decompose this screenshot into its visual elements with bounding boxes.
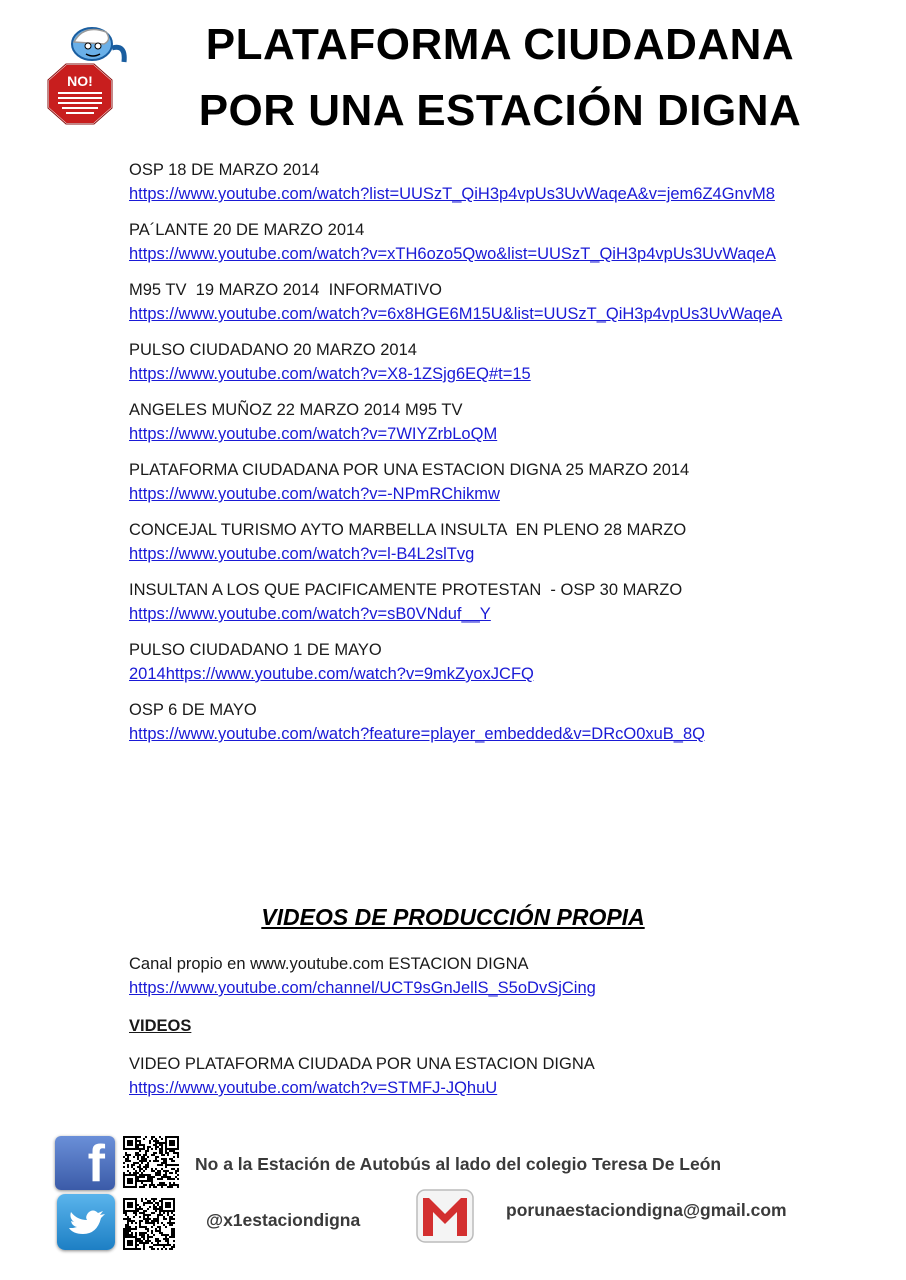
twitter-bird-icon (57, 1194, 115, 1250)
contact-email[interactable]: porunaestaciondigna@gmail.com (506, 1200, 787, 1220)
video-link-list (129, 158, 789, 758)
video-entry (129, 218, 789, 266)
svg-text:NO!: NO! (67, 73, 93, 89)
video-entry-label: PULSO CIUDADANO 20 MARZO 2014 (129, 341, 417, 359)
channel-block (129, 952, 789, 1000)
video-entry-link[interactable]: https://www.youtube.com/watch?feature=player_embedded&v=DRcO0xuB_8Q (129, 725, 705, 743)
video-entry-link[interactable]: https://www.youtube.com/watch?v=6x8HGE6M15U&list=UUSzT_QiH3p4vpUs3UvWaqeA (129, 305, 783, 323)
twitter-icon[interactable] (57, 1194, 115, 1250)
video-block (129, 1052, 789, 1100)
video-entry-link[interactable]: https://www.youtube.com/watch?v=sB0VNduf__Y (129, 605, 491, 623)
twitter-handle[interactable]: @x1estaciondigna (206, 1210, 361, 1230)
video-entry-link[interactable]: https://www.youtube.com/watch?v=l-B4L2slTvg (129, 545, 475, 563)
smurf-stop-sign-logo (44, 22, 136, 126)
video-entry (129, 578, 789, 626)
video-entry-label: INSULTAN A LOS QUE PACIFICAMENTE PROTESTAN - OSP 30 MARZO (129, 581, 683, 599)
video-entry (129, 398, 789, 446)
videos-heading: VIDEOS (129, 1017, 192, 1035)
video-entry-label: PA´LANTE 20 DE MARZO 2014 (129, 221, 365, 239)
video-entry (129, 698, 789, 746)
video-entry (129, 458, 789, 506)
video-entry (129, 158, 789, 206)
page-header (0, 0, 906, 150)
video-entry-label: PLATAFORMA CIUDADANA POR UNA ESTACION DIGNA 25 MARZO 2014 (129, 461, 690, 479)
video-entry-label: PULSO CIUDADANO 1 DE MAYO (129, 641, 382, 659)
video-entry (129, 638, 789, 686)
qr-code-twitter (123, 1198, 175, 1250)
own-production-section (129, 952, 789, 1114)
facebook-icon[interactable]: f (55, 1136, 115, 1190)
page-title-line-1: PLATAFORMA CIUDADANA (205, 20, 795, 69)
channel-link[interactable]: https://www.youtube.com/channel/UCT9sGnJellS_S5oDvSjCing (129, 979, 596, 997)
video-entry-link[interactable]: https://www.youtube.com/watch?v=X8-1ZSjg6EQ#t=15 (129, 365, 531, 383)
video-entry (129, 278, 789, 326)
video-label: VIDEO PLATAFORMA CIUDADA POR UNA ESTACION DIGNA (129, 1055, 595, 1073)
footer-slogan: No a la Estación de Autobús al lado del colegio Teresa De León (195, 1154, 722, 1174)
video-entry-link[interactable]: https://www.youtube.com/watch?v=-NPmRChikmw (129, 485, 500, 503)
videos-heading-block (129, 1014, 789, 1038)
video-entry (129, 518, 789, 566)
video-entry-link[interactable]: https://www.youtube.com/watch?v=7WIYZrbLoQM (129, 425, 498, 443)
qr-code-facebook (123, 1136, 179, 1188)
page-title-line-2: POR UNA ESTACIÓN DIGNA (198, 86, 802, 135)
page-footer (0, 1130, 906, 1280)
channel-label: Canal propio en www.youtube.com ESTACION DIGNA (129, 955, 529, 973)
video-entry-label: ANGELES MUÑOZ 22 MARZO 2014 M95 TV (129, 401, 463, 419)
video-entry-label: M95 TV 19 MARZO 2014 INFORMATIVO (129, 281, 442, 299)
section-title: VIDEOS DE PRODUCCIÓN PROPIA (261, 904, 645, 930)
video-entry-link[interactable]: https://www.youtube.com/watch?list=UUSzT_QiH3p4vpUs3UvWaqeA&v=jem6Z4GnvM8 (129, 185, 775, 203)
video-entry-link[interactable]: 2014https://www.youtube.com/watch?v=9mkZyoxJCFQ (129, 665, 534, 683)
gmail-icon[interactable] (415, 1186, 475, 1246)
video-entry-link[interactable]: https://www.youtube.com/watch?v=xTH6ozo5Qwo&list=UUSzT_QiH3p4vpUs3UvWaqeA (129, 245, 776, 263)
video-link[interactable]: https://www.youtube.com/watch?v=STMFJ-JQhuU (129, 1079, 498, 1097)
video-entry (129, 338, 789, 386)
video-entry-label: OSP 6 DE MAYO (129, 701, 257, 719)
video-entry-label: CONCEJAL TURISMO AYTO MARBELLA INSULTA EN PLENO 28 MARZO (129, 521, 687, 539)
video-entry-label: OSP 18 DE MARZO 2014 (129, 161, 320, 179)
